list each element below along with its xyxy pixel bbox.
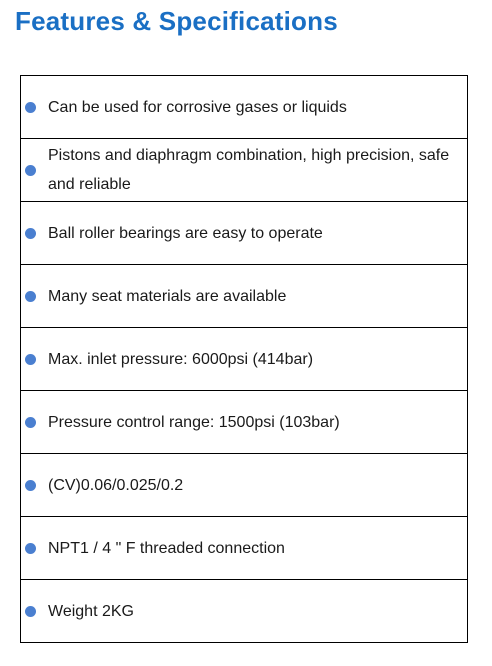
spec-row (21, 327, 467, 390)
spec-row (21, 264, 467, 327)
spec-text: NPT1 / 4 " F threaded connection (48, 539, 285, 557)
spec-text: Max. inlet pressure: 6000psi (414bar) (48, 350, 314, 368)
bullet-icon (25, 606, 36, 617)
spec-text: (CV)0.06/0.025/0.2 (48, 476, 184, 494)
bullet-icon (25, 543, 36, 554)
bullet-icon (25, 228, 36, 239)
bullet-icon (25, 480, 36, 491)
bullet-icon (25, 102, 36, 113)
spec-text: Weight 2KG (48, 602, 134, 620)
spec-row (21, 516, 467, 579)
bullet-icon (25, 291, 36, 302)
spec-row (21, 138, 467, 201)
bullet-icon (25, 354, 36, 365)
spec-row (21, 201, 467, 264)
spec-text: Can be used for corrosive gases or liquids (48, 98, 347, 116)
spec-row (21, 76, 467, 138)
specifications-table (20, 75, 468, 643)
spec-text: Many seat materials are available (48, 287, 287, 305)
page-title: Features & Specifications (15, 6, 338, 36)
bullet-icon (25, 417, 36, 428)
spec-row (21, 453, 467, 516)
spec-row (21, 579, 467, 642)
spec-text: Pressure control range: 1500psi (103bar) (48, 413, 340, 431)
spec-row (21, 390, 467, 453)
spec-text: Pistons and diaphragm combination, high precision, safe and reliable (48, 147, 450, 193)
bullet-icon (25, 165, 36, 176)
spec-text: Ball roller bearings are easy to operate (48, 224, 323, 242)
